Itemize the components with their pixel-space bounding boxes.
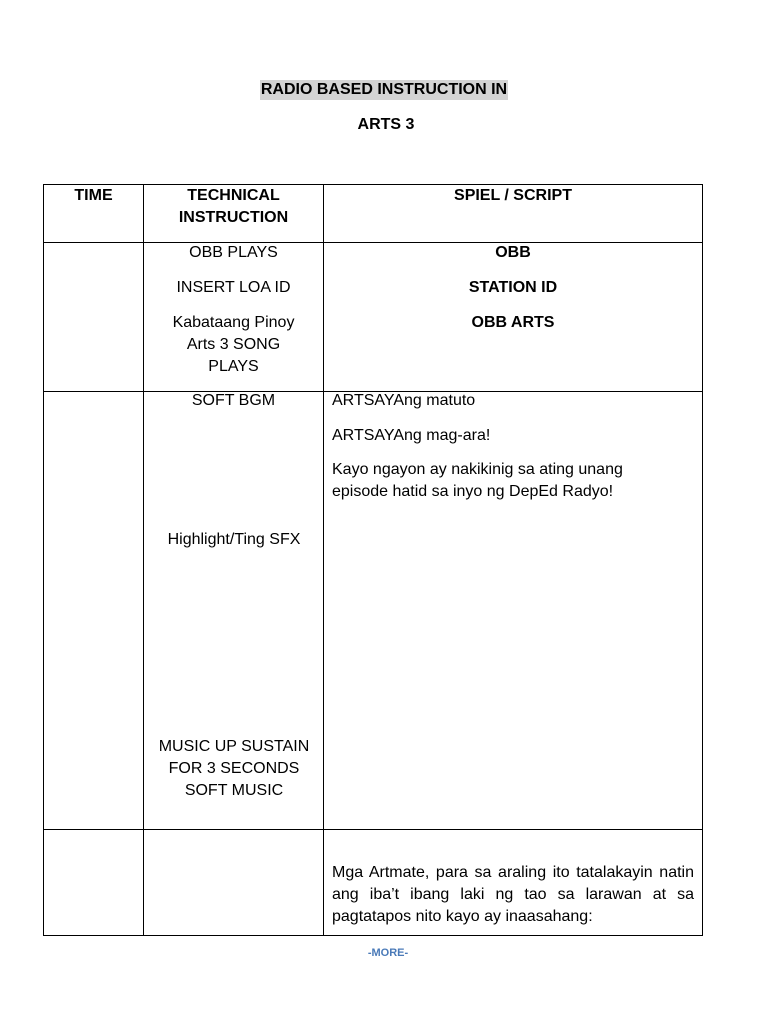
script-text: Kayo ngayon ay nakikinig sa ating unang episode hatid sa inyo ng DepEd Radyo!: [332, 461, 623, 500]
tech-text: OBB PLAYS: [189, 244, 278, 261]
tech-text: Highlight/Ting SFX: [167, 531, 301, 548]
row1-time: [44, 243, 144, 392]
tech-text: MUSIC UP SUSTAIN FOR 3 SECONDS SOFT MUSIC: [158, 738, 310, 799]
script-text: Mga Artmate, para sa araling ito tatalakayin natin ang iba’t ibang laki ng tao sa larawan at sa pagtatapos nito kayo ay inaasahang:: [332, 864, 694, 925]
table-row: [44, 243, 703, 392]
document-subtitle: ARTS 3: [357, 116, 415, 133]
header-time: TIME: [44, 185, 144, 243]
script-text: OBB: [495, 244, 531, 261]
script-text: STATION ID: [468, 279, 558, 296]
script-text: ARTSAYAng matuto: [332, 392, 476, 409]
row1-script: [324, 243, 703, 392]
table-row: [44, 392, 703, 830]
tech-text: SOFT BGM: [191, 392, 276, 409]
row2-script: [324, 392, 703, 830]
title-wrapper: [0, 80, 768, 100]
script-text: OBB ARTS: [471, 314, 555, 331]
tech-text: INSERT LOA ID: [176, 279, 291, 296]
header-script: SPIEL / SCRIPT: [324, 185, 703, 243]
table-header-row: [44, 185, 703, 243]
document-title: RADIO BASED INSTRUCTION IN: [260, 81, 508, 98]
tech-text: Kabataang Pinoy Arts 3 SONG PLAYS: [172, 314, 295, 375]
row1-technical: [144, 243, 324, 392]
script-table: [43, 184, 703, 936]
table-row: [44, 830, 703, 936]
row3-script: [324, 830, 703, 936]
header-technical: TECHNICAL INSTRUCTION: [144, 185, 324, 243]
row2-technical: [144, 392, 324, 830]
more-label: -MORE-: [367, 947, 409, 959]
row3-technical: [144, 830, 324, 936]
row3-time: [44, 830, 144, 936]
row2-time: [44, 392, 144, 830]
script-text: ARTSAYAng mag-ara!: [332, 427, 491, 444]
